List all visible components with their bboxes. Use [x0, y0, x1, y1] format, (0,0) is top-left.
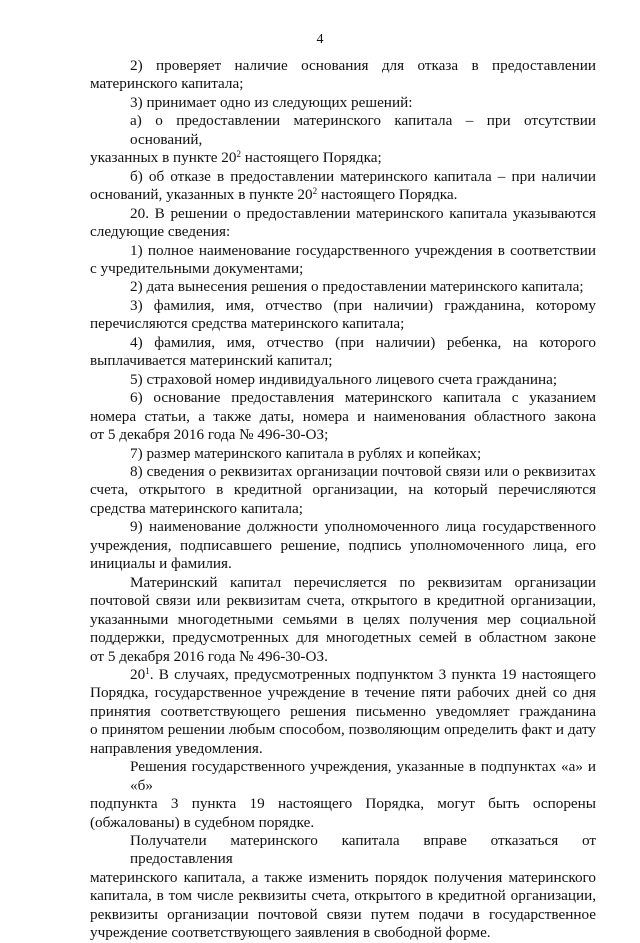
paragraph-a-grant: а) о предоставлении материнского капитала – при отсутствии оснований, указанных в пункте $20^2$ настоящего Порядка;: [90, 112, 596, 167]
paragraph-3-decision: 3) принимает одно из следующих решений:: [130, 93, 413, 111]
document-body: [90, 57, 596, 943]
paragraph-capital-transfer: Материнский капитал перечисляется по реквизитам организации почтовой связи или реквизитам счета, открытого в кредитной организации, указанными многодетными семьями в целях получения мер социальной поддержки, предусмотренных для многодетных семей в областном законе от 5 декабря 2016 года № 496-30-ОЗ.: [90, 573, 596, 665]
paragraph-20-decision-contents: 20. В решении о предоставлении материнского капитала указываются следующие сведения:: [90, 204, 596, 241]
superscript: 1: [145, 665, 150, 676]
list-item-8: 8) сведения о реквизитах организации почтовой связи или о реквизитах счета, открытого в кредитной организации, на который перечисляются средства материнского капитала;: [90, 462, 596, 517]
list-item-1: 1) полное наименование государственного учреждения в соответствии с учредительными документами;: [90, 241, 596, 277]
list-item-7: 7) размер материнского капитала в рублях и копейках;: [130, 444, 482, 462]
list-item-2: 2) дата вынесения решения о предоставлении материнского капитала;: [130, 278, 584, 296]
superscript: 2: [312, 186, 318, 197]
list-item-4: 4) фамилия, имя, отчество (при наличии) ребенка, на которого выплачивается материнский капитал;: [90, 333, 596, 370]
list-item-5: 5) страховой номер индивидуального лицевого счета гражданина;: [130, 370, 558, 388]
paragraph-b-refusal: б) об отказе в предоставлении материнского капитала – при наличии оснований, указанных в пункте $20^2$ настоящего Порядка.: [90, 167, 596, 204]
list-item-6: 6) основание предоставления материнского капитала с указанием номера статьи, а также даты, номера и наименования областного закона от 5 декабря 2016 года № 496-30-ОЗ;: [90, 389, 596, 444]
list-item-3: 3) фамилия, имя, отчество (при наличии) гражданина, которому перечисляются средства материнского капитала;: [90, 296, 596, 333]
paragraph-20-1-notification: $20^1$. В случаях, предусмотренных подпунктом 3 пункта 19 настоящего Порядка, государственное учреждение в течение пяти рабочих дней со дня принятия соответствующего решения письменно уведомляет гражданина о принятом решении любым способом, позволяющим определить факт и дату направления уведомления.: [90, 665, 596, 757]
superscript: 2: [236, 149, 241, 160]
paragraph-refusal-right: Получатели материнского капитала вправе отказаться от предоставления материнского капитала, а также изменить порядок получения материнского капитала, в том числе реквизиты счета, открытого в кредитной организации, реквизиты организации почтовой связи путем подачи в государственное учреждение соответствующего заявления в свободной форме.: [90, 832, 596, 942]
paragraph-2-check-refusal-grounds: 2) проверяет наличие основания для отказа в предоставлении материнского капитала;: [90, 57, 596, 93]
paragraph-appeal: Решения государственного учреждения, указанные в подпунктах «а» и «б» подпункта 3 пункта 19 настоящего Порядка, могут быть оспорены (обжалованы) в судебном порядке.: [90, 758, 596, 831]
list-item-9: 9) наименование должности уполномоченного лица государственного учреждения, подписавшего решение, подпись уполномоченного лица, его инициалы и фамилия.: [90, 518, 596, 573]
page-number: 4: [316, 32, 324, 47]
